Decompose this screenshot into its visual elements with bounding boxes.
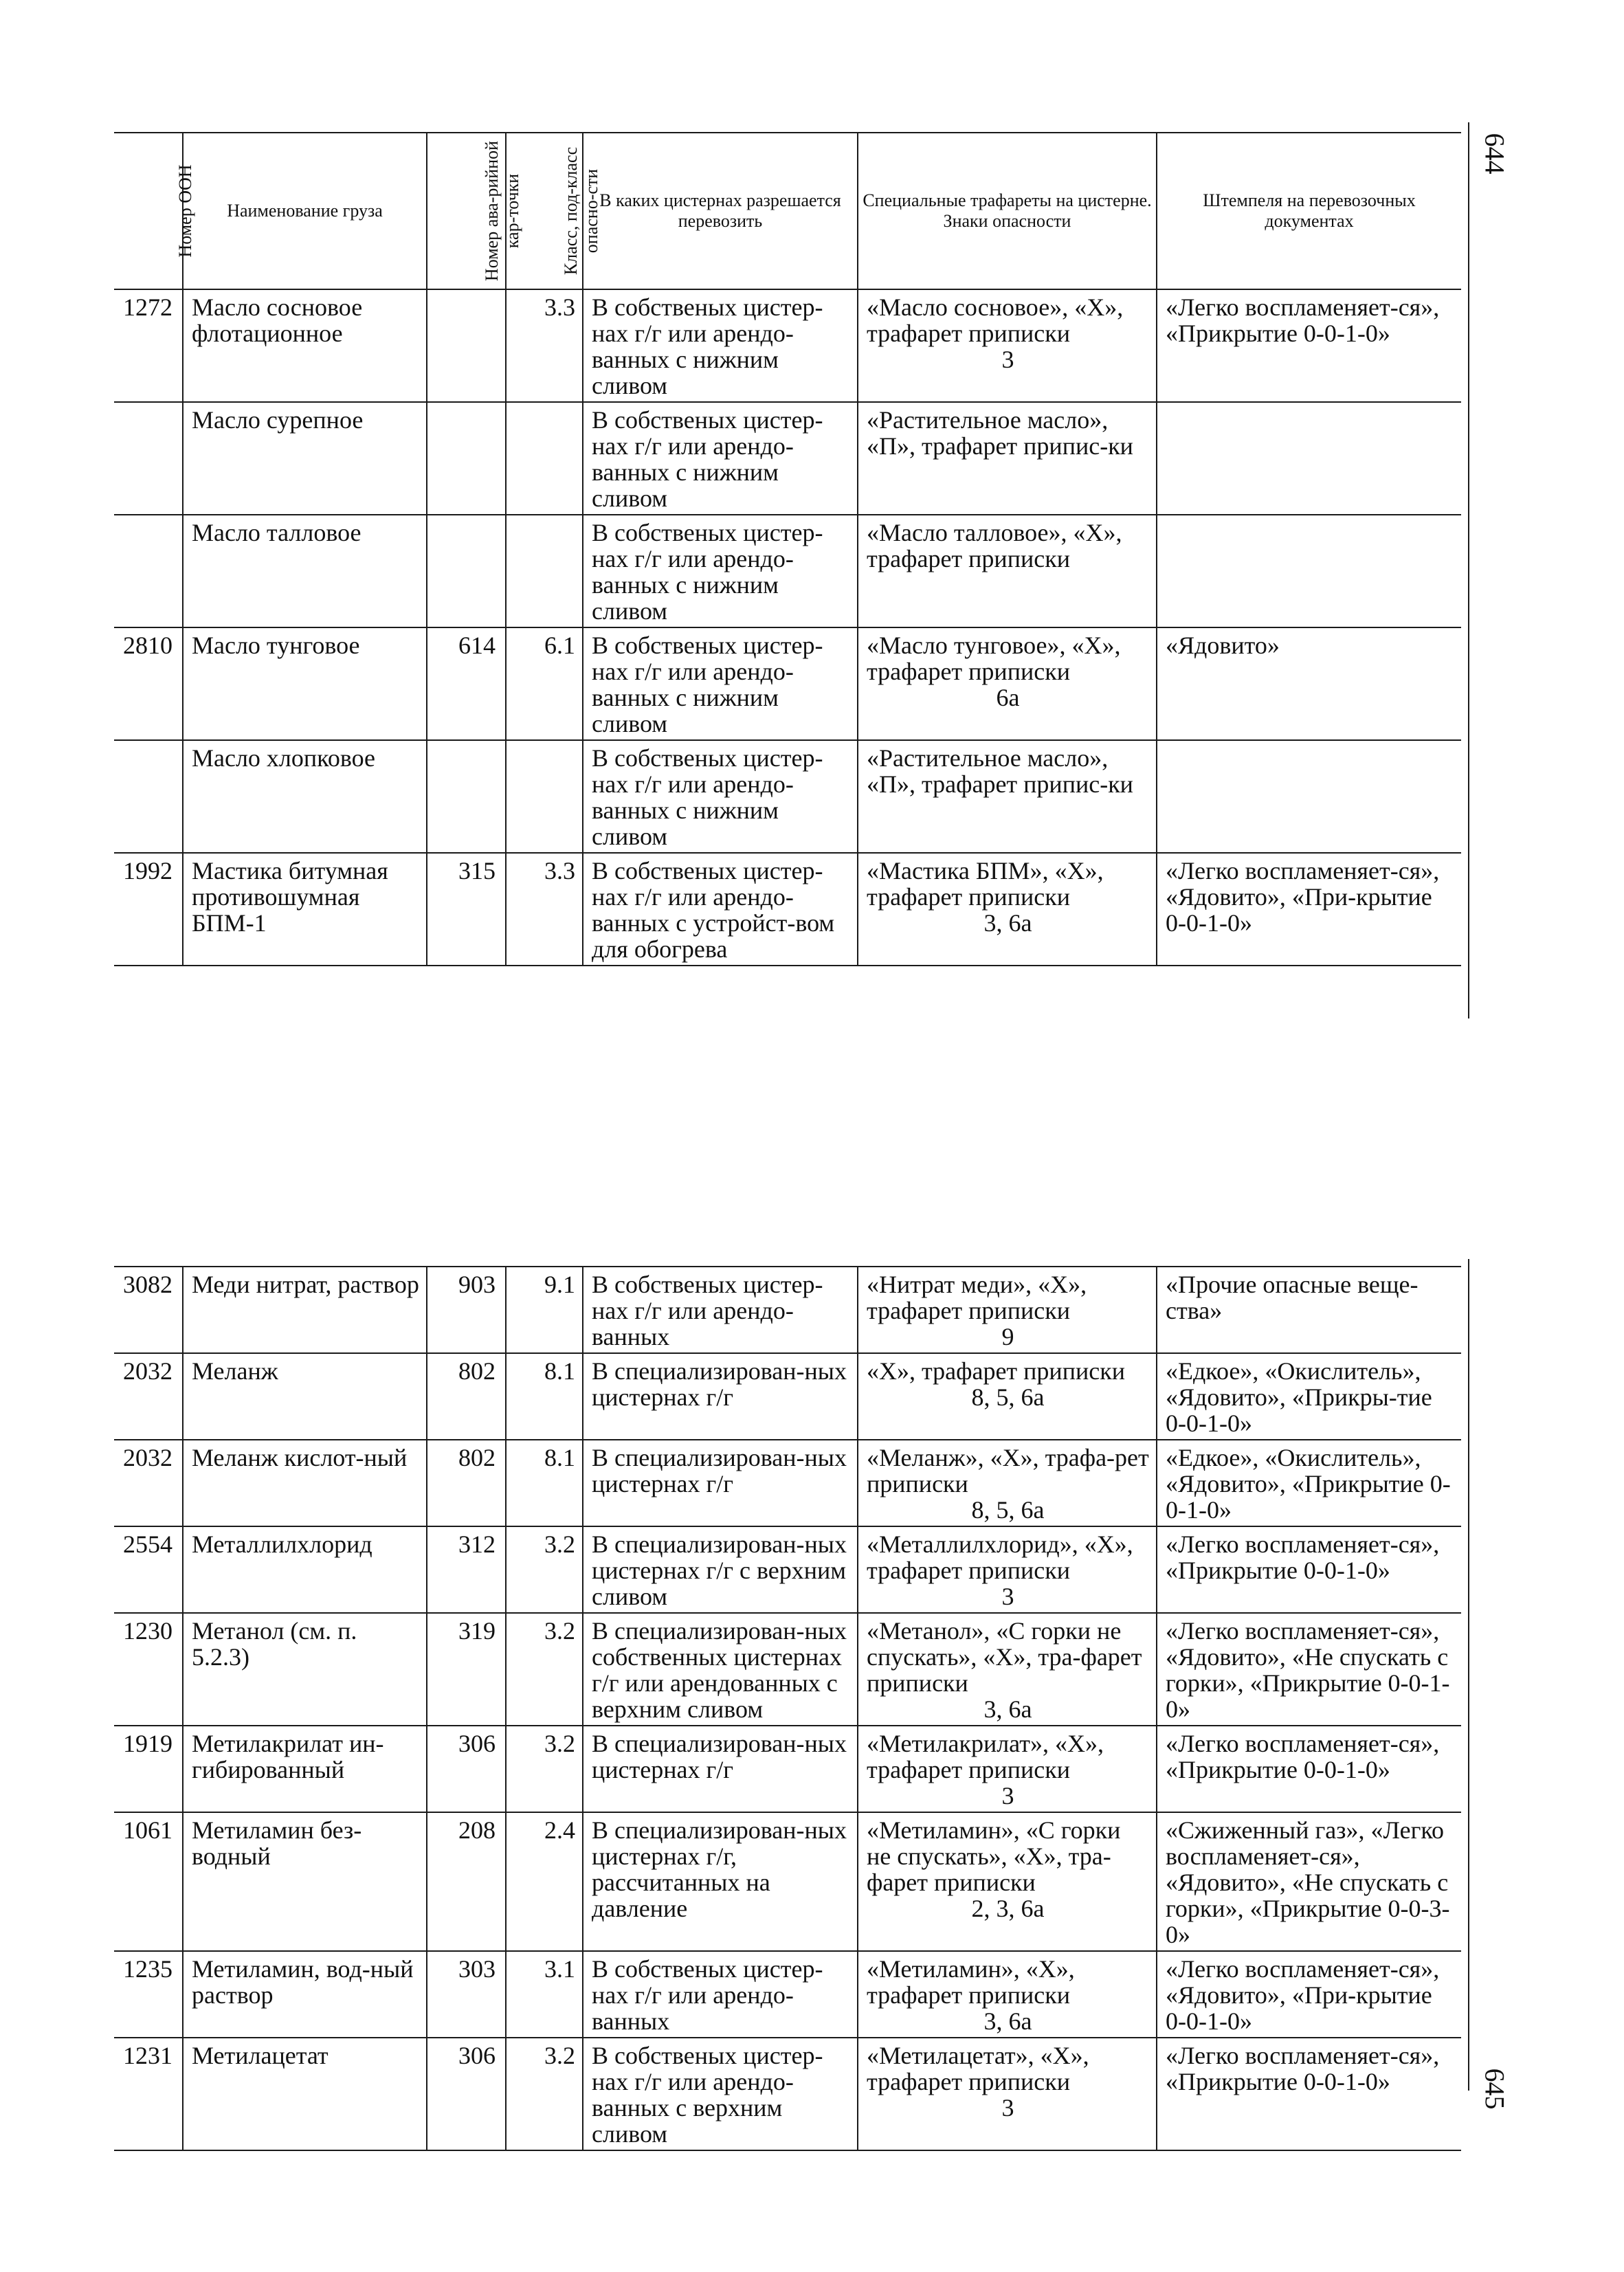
cell-hazard-class: 3.1 bbox=[506, 1951, 583, 2038]
cell-hazard-class: 3.3 bbox=[506, 853, 583, 966]
right-margin-rule-bottom bbox=[1468, 1259, 1469, 2091]
cell-un-number: 1272 bbox=[114, 289, 183, 402]
table-row bbox=[114, 853, 1461, 966]
cell-stencils: «Метиламин», «С горки не спускать», «Х», тра-фарет приписки 2, 3, 6а bbox=[858, 1812, 1157, 1951]
cell-cargo-name: Метанол (см. п. 5.2.3) bbox=[183, 1613, 427, 1726]
cell-emergency-card bbox=[427, 289, 506, 402]
table-row bbox=[114, 1353, 1461, 1440]
cell-tanks: В собственых цистер-нах г/г или арендо-ванных bbox=[583, 1951, 858, 2038]
stencil-numbers: 8, 5, 6а bbox=[971, 1496, 1045, 1524]
stencil-numbers: 9 bbox=[1001, 1323, 1014, 1350]
cell-cargo-name: Масло сосновое флотационное bbox=[183, 289, 427, 402]
cell-stamps bbox=[1157, 740, 1461, 853]
table-row bbox=[114, 1812, 1461, 1951]
stencil-numbers: 3 bbox=[1001, 1583, 1014, 1610]
cell-stamps: «Ядовито» bbox=[1157, 627, 1461, 740]
cell-cargo-name: Метилакрилат ин-гибированный bbox=[183, 1726, 427, 1812]
cell-tanks: В собственых цистер-нах г/г или арендо-ванных с нижним сливом bbox=[583, 627, 858, 740]
cell-stencils: «Масло сосновое», «Х», трафарет приписки 3 bbox=[858, 289, 1157, 402]
cell-tanks: В собственых цистер-нах г/г или арендо-ванных с нижним сливом bbox=[583, 740, 858, 853]
cell-un-number: 1231 bbox=[114, 2038, 183, 2150]
stencil-numbers: 3 bbox=[1001, 2094, 1014, 2121]
cell-tanks: В специализирован-ных собственных цистернах г/г или арендованных с верхним сливом bbox=[583, 1613, 858, 1726]
cell-stamps: «Легко воспламеняет-ся», «Ядовито», «Не спускать с горки», «Прикрытие 0-0-1-0» bbox=[1157, 1613, 1461, 1726]
cell-cargo-name: Меди нитрат, раствор bbox=[183, 1267, 427, 1353]
cell-tanks: В собственых цистер-нах г/г или арендо-ванных с устройст-вом для обогрева bbox=[583, 853, 858, 966]
cell-stencils: «Метилацетат», «Х», трафарет приписки 3 bbox=[858, 2038, 1157, 2150]
table-row bbox=[114, 2038, 1461, 2150]
table-row bbox=[114, 1440, 1461, 1526]
cell-emergency-card: 903 bbox=[427, 1267, 506, 1353]
cell-tanks: В специализирован-ных цистернах г/г с верхним сливом bbox=[583, 1526, 858, 1613]
header-tanks: В каких цистернах разрешается перевозить bbox=[583, 133, 858, 289]
cell-stencils: «Металлилхлорид», «Х», трафарет приписки 3 bbox=[858, 1526, 1157, 1613]
cell-hazard-class: 6.1 bbox=[506, 627, 583, 740]
cell-stamps bbox=[1157, 515, 1461, 627]
table-row bbox=[114, 1726, 1461, 1812]
cell-stamps: «Прочие опасные веще-ства» bbox=[1157, 1267, 1461, 1353]
cell-hazard-class: 3.2 bbox=[506, 1526, 583, 1613]
cell-hazard-class: 3.2 bbox=[506, 2038, 583, 2150]
table-row bbox=[114, 1526, 1461, 1613]
table-row bbox=[114, 289, 1461, 402]
cell-stencils: «Метанол», «С горки не спускать», «Х», тра-фарет приписки 3, 6а bbox=[858, 1613, 1157, 1726]
cell-un-number bbox=[114, 740, 183, 853]
cell-stencils: «Нитрат меди», «Х», трафарет приписки 9 bbox=[858, 1267, 1157, 1353]
cell-stencils: «Меланж», «Х», трафа-рет приписки 8, 5, 6а bbox=[858, 1440, 1157, 1526]
cell-hazard-class bbox=[506, 402, 583, 515]
cell-tanks: В собственых цистер-нах г/г или арендо-ванных с нижним сливом bbox=[583, 515, 858, 627]
cell-un-number: 2554 bbox=[114, 1526, 183, 1613]
header-name: Наименование груза bbox=[183, 133, 427, 289]
stencil-numbers: 8, 5, 6а bbox=[971, 1383, 1045, 1411]
cell-emergency-card: 802 bbox=[427, 1353, 506, 1440]
cell-hazard-class: 9.1 bbox=[506, 1267, 583, 1353]
cell-un-number: 2810 bbox=[114, 627, 183, 740]
cell-stencils: «Х», трафарет приписки 8, 5, 6а bbox=[858, 1353, 1157, 1440]
cell-emergency-card: 319 bbox=[427, 1613, 506, 1726]
cell-stamps: «Едкое», «Окислитель», «Ядовито», «Прикры-тие 0-0-1-0» bbox=[1157, 1353, 1461, 1440]
cell-stencils: «Метиламин», «Х», трафарет приписки 3, 6а bbox=[858, 1951, 1157, 2038]
cell-emergency-card bbox=[427, 515, 506, 627]
cell-tanks: В специализирован-ных цистернах г/г, рассчитанных на давление bbox=[583, 1812, 858, 1951]
cell-cargo-name: Меланж кислот-ный bbox=[183, 1440, 427, 1526]
stencil-numbers: 3, 6а bbox=[983, 2007, 1032, 2035]
cell-stamps: «Легко воспламеняет-ся», «Ядовито», «При-крытие 0-0-1-0» bbox=[1157, 853, 1461, 966]
cell-emergency-card: 315 bbox=[427, 853, 506, 966]
page-number-top: 644 bbox=[1479, 133, 1511, 175]
cell-hazard-class: 8.1 bbox=[506, 1353, 583, 1440]
table-row bbox=[114, 1613, 1461, 1726]
cell-un-number: 2032 bbox=[114, 1353, 183, 1440]
table-row bbox=[114, 515, 1461, 627]
table-row bbox=[114, 1951, 1461, 2038]
cargo-table-top bbox=[114, 132, 1461, 966]
cell-cargo-name: Металлилхлорид bbox=[183, 1526, 427, 1613]
header-stencils: Специальные трафареты на цистерне. Знаки опасности bbox=[858, 133, 1157, 289]
cell-stencils: «Растительное масло», «П», трафарет припис-ки bbox=[858, 740, 1157, 853]
cell-cargo-name: Метиламин, вод-ный раствор bbox=[183, 1951, 427, 2038]
cell-tanks: В собственых цистер-нах г/г или арендо-ванных bbox=[583, 1267, 858, 1353]
stencil-numbers: 3, 6а bbox=[983, 909, 1032, 937]
stencil-numbers: 3, 6а bbox=[983, 1695, 1032, 1723]
cell-stamps: «Едкое», «Окислитель», «Ядовито», «Прикрытие 0-0-1-0» bbox=[1157, 1440, 1461, 1526]
stencil-numbers: 3 bbox=[1001, 346, 1014, 373]
table-row bbox=[114, 627, 1461, 740]
cell-emergency-card: 312 bbox=[427, 1526, 506, 1613]
table-row bbox=[114, 402, 1461, 515]
cell-hazard-class: 3.3 bbox=[506, 289, 583, 402]
table-row bbox=[114, 740, 1461, 853]
header-hazard-class: Класс, под-класс опасно-сти bbox=[506, 133, 583, 289]
header-stamps: Штемпеля на перевозочных документах bbox=[1157, 133, 1461, 289]
cell-stamps: «Легко воспламеняет-ся», «Прикрытие 0-0-1-0» bbox=[1157, 1526, 1461, 1613]
cell-tanks: В собственых цистер-нах г/г или арендо-ванных с нижним сливом bbox=[583, 289, 858, 402]
cell-un-number: 1235 bbox=[114, 1951, 183, 2038]
cell-emergency-card: 306 bbox=[427, 2038, 506, 2150]
cell-stencils: «Метилакрилат», «Х», трафарет приписки 3 bbox=[858, 1726, 1157, 1812]
cell-stamps: «Сжиженный газ», «Легко воспламеняет-ся», «Ядовито», «Не спускать с горки», «Прикрытие 0-0-3-0» bbox=[1157, 1812, 1461, 1951]
cell-emergency-card: 614 bbox=[427, 627, 506, 740]
cell-stencils: «Растительное масло», «П», трафарет припис-ки bbox=[858, 402, 1157, 515]
cell-emergency-card: 208 bbox=[427, 1812, 506, 1951]
cell-un-number: 1919 bbox=[114, 1726, 183, 1812]
stencil-numbers: 6а bbox=[996, 684, 1020, 711]
cargo-table-bottom bbox=[114, 1266, 1461, 2151]
cell-cargo-name: Масло сурепное bbox=[183, 402, 427, 515]
cell-cargo-name: Метилацетат bbox=[183, 2038, 427, 2150]
cell-cargo-name: Метиламин без-водный bbox=[183, 1812, 427, 1951]
cell-stamps: «Легко воспламеняет-ся», «Ядовито», «При-крытие 0-0-1-0» bbox=[1157, 1951, 1461, 2038]
cell-cargo-name: Масло тунговое bbox=[183, 627, 427, 740]
cell-emergency-card: 802 bbox=[427, 1440, 506, 1526]
cell-cargo-name: Масло талловое bbox=[183, 515, 427, 627]
cell-hazard-class bbox=[506, 515, 583, 627]
cell-cargo-name: Масло хлопковое bbox=[183, 740, 427, 853]
cell-un-number bbox=[114, 515, 183, 627]
table-header-row bbox=[114, 133, 1461, 289]
cell-hazard-class bbox=[506, 740, 583, 853]
cell-stencils: «Мастика БПМ», «Х», трафарет приписки 3, 6а bbox=[858, 853, 1157, 966]
cell-cargo-name: Мастика битумная противошумная БПМ-1 bbox=[183, 853, 427, 966]
cell-un-number: 1230 bbox=[114, 1613, 183, 1726]
stencil-numbers: 3 bbox=[1001, 1782, 1014, 1809]
cell-un-number: 1992 bbox=[114, 853, 183, 966]
cell-emergency-card: 306 bbox=[427, 1726, 506, 1812]
header-emergency-card: Номер ава-рийной кар-точки bbox=[427, 133, 506, 289]
cell-emergency-card bbox=[427, 402, 506, 515]
cell-stencils: «Масло талловое», «Х», трафарет приписки bbox=[858, 515, 1157, 627]
cell-stamps: «Легко воспламеняет-ся», «Прикрытие 0-0-1-0» bbox=[1157, 289, 1461, 402]
cell-hazard-class: 8.1 bbox=[506, 1440, 583, 1526]
cell-tanks: В специализирован-ных цистернах г/г bbox=[583, 1440, 858, 1526]
cell-un-number: 3082 bbox=[114, 1267, 183, 1353]
cell-hazard-class: 2.4 bbox=[506, 1812, 583, 1951]
cell-un-number bbox=[114, 402, 183, 515]
cell-un-number: 1061 bbox=[114, 1812, 183, 1951]
cell-tanks: В специализирован-ных цистернах г/г bbox=[583, 1353, 858, 1440]
cell-stamps: «Легко воспламеняет-ся», «Прикрытие 0-0-1-0» bbox=[1157, 2038, 1461, 2150]
cell-stamps: «Легко воспламеняет-ся», «Прикрытие 0-0-1-0» bbox=[1157, 1726, 1461, 1812]
table-row bbox=[114, 1267, 1461, 1353]
stencil-numbers: 2, 3, 6а bbox=[971, 1895, 1045, 1922]
cell-hazard-class: 3.2 bbox=[506, 1613, 583, 1726]
cell-tanks: В собственых цистер-нах г/г или арендо-ванных с нижним сливом bbox=[583, 402, 858, 515]
cell-tanks: В собственых цистер-нах г/г или арендо-ванных с верхним сливом bbox=[583, 2038, 858, 2150]
cell-emergency-card bbox=[427, 740, 506, 853]
cell-tanks: В специализирован-ных цистернах г/г bbox=[583, 1726, 858, 1812]
cell-emergency-card: 303 bbox=[427, 1951, 506, 2038]
cell-un-number: 2032 bbox=[114, 1440, 183, 1526]
cell-stamps bbox=[1157, 402, 1461, 515]
page-number-bottom: 645 bbox=[1479, 2068, 1511, 2110]
right-margin-rule-top bbox=[1468, 122, 1469, 1018]
cell-hazard-class: 3.2 bbox=[506, 1726, 583, 1812]
header-un-number: Номер ООН bbox=[114, 133, 183, 289]
cell-cargo-name: Меланж bbox=[183, 1353, 427, 1440]
cell-stencils: «Масло тунговое», «Х», трафарет приписки 6а bbox=[858, 627, 1157, 740]
